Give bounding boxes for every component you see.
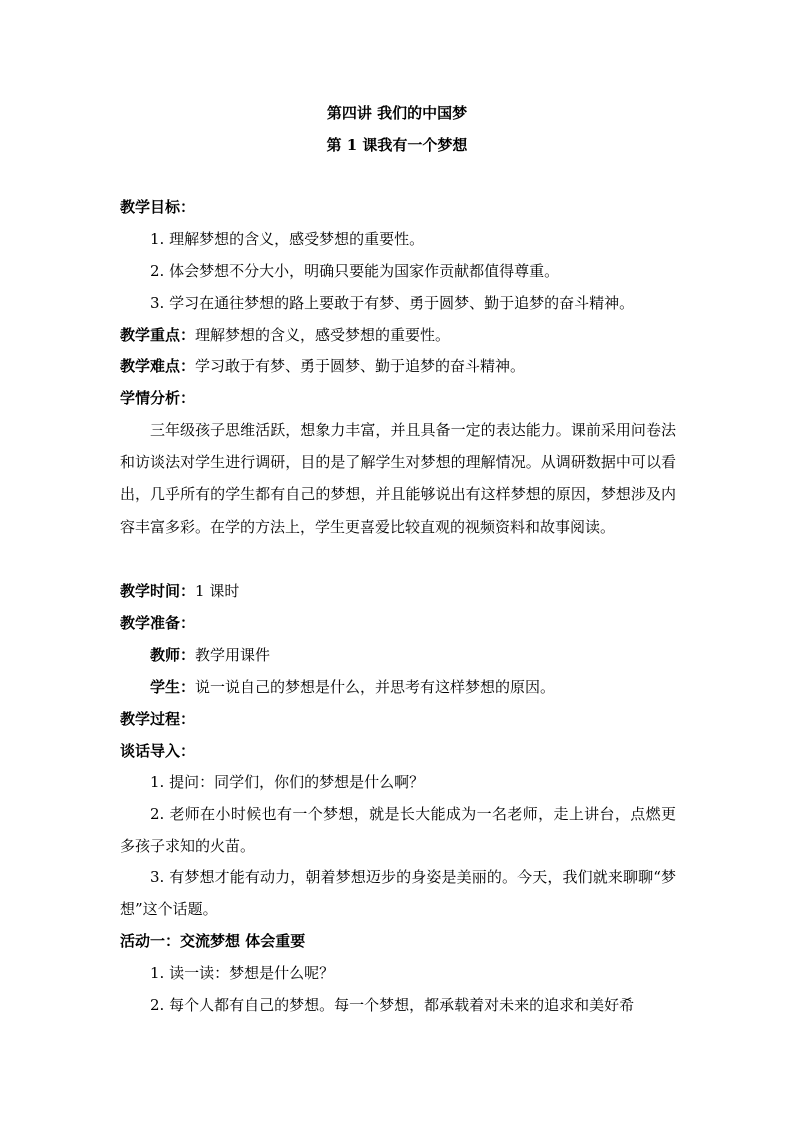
student-prep-line [150,677,680,697]
lesson-title: 第 1 课我有一个梦想 [326,136,468,154]
key-points-label: 教学重点： [120,326,196,344]
goal-item: 2. 体会梦想不分大小，明确只要能为国家作贡献都值得尊重。 [150,262,560,280]
lecture-title: 第四讲 我们的中国梦 [326,104,468,122]
student-text: 说一说自己的梦想是什么，并思考有这样梦想的原因。 [195,678,556,696]
goal-item: 3. 学习在通往梦想的路上要敢于有梦、勇于圆梦、勤于追梦的奋斗精神。 [150,294,635,312]
teacher-label: 教师： [150,646,196,664]
key-points-text: 理解梦想的含义，感受梦想的重要性。 [195,326,451,344]
key-points-line [120,325,680,345]
intro-item: 3. 有梦想才能有动力，朝着梦想迈步的身姿是美丽的。今天，我们就来聊聊“梦想”这个话题。 [120,868,676,919]
process-label: 教学过程： [120,710,196,728]
intro-item: 2. 老师在小时候也有一个梦想，就是长大能成为一名老师，走上讲台，点燃更多孩子求知的火苗。 [120,805,676,856]
intro-item: 1. 提问：同学们，你们的梦想是什么啊？ [150,773,425,791]
activity-item: 1. 读一读：梦想是什么呢？ [150,964,335,982]
difficulty-label: 教学难点： [120,357,196,375]
student-label: 学生： [150,678,196,696]
activity-item: 2. 每个人都有自己的梦想。每一个梦想，都承载着对未来的追求和美好希 [150,996,635,1014]
prep-label: 教学准备： [120,614,196,632]
intro-label: 谈话导入： [120,742,196,760]
difficulty-text: 学习敢于有梦、勇于圆梦、勤于追梦的奋斗精神。 [195,357,526,375]
time-label: 教学时间： [120,582,196,600]
time-line [120,581,680,601]
analysis-label: 学情分析： [120,389,196,407]
difficulty-line [120,356,680,376]
teacher-text: 教学用课件 [195,646,271,664]
time-text: 1 课时 [195,582,240,600]
goal-item: 1. 理解梦想的含义，感受梦想的重要性。 [150,230,425,248]
analysis-paragraph: 三年级孩子思维活跃，想象力丰富，并且具备一定的表达能力。课前采用问卷法和访谈法对学生进行调研，目的是了解学生对梦想的理解情况。从调研数据中可以看出，几乎所有的学生都有自己的梦想，并且能够说出有这样梦想的原因，梦想涉及内容丰富多彩。在学的方法上，学生更喜爱比较直观的视频资料和故事阅读。 [120,421,676,536]
activity1-label: 活动一：交流梦想 体会重要 [120,932,306,950]
goals-label: 教学目标： [120,198,196,216]
teacher-prep-line [150,645,680,665]
